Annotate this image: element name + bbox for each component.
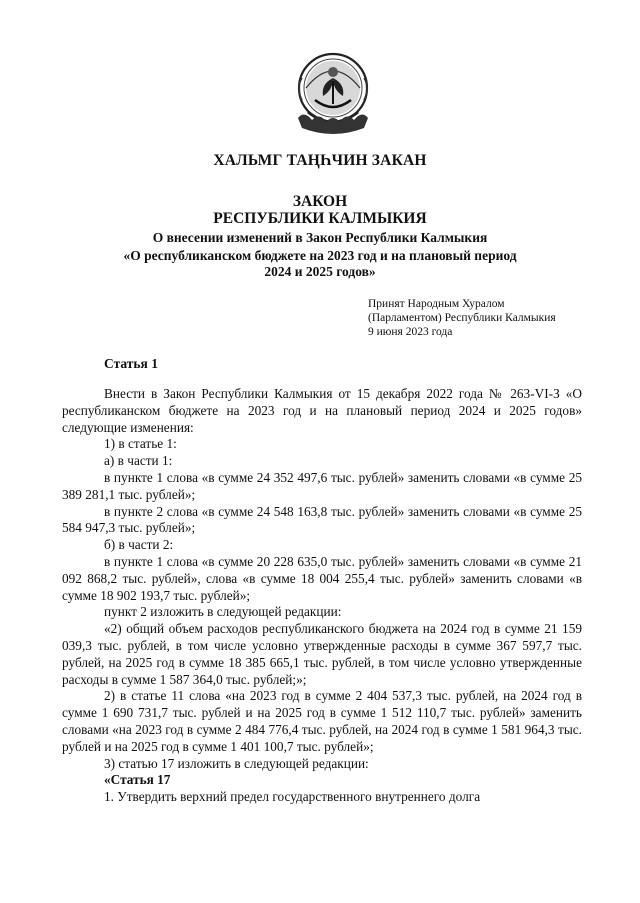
paragraph: 2) в статье 11 слова «на 2023 год в сумме 2 404 537,3 тыс. рублей, на 2024 год в сумме 1 690 731,7 тыс. рублей и на 2025 год в сумме 1 512 110,7 тыс. рублей» заменить словами «на 2023 год в сумме 2 484 776,4 тыс. рублей, на 2024 год в сумме 1 581 964,3 тыс. рублей и на 2025 год в сумме 1 401 100,7 тыс. рублей»; xyxy=(62,688,582,754)
law-heading: ЗАКОН xyxy=(292,193,348,210)
adoption-line-3: 9 июня 2023 года xyxy=(368,326,453,338)
law-subject-line-1: О внесении изменений в Закон Республики Калмыкия xyxy=(152,230,488,245)
law-subject-line-2: «О республиканском бюджете на 2023 год и на плановый период xyxy=(123,248,517,263)
paragraph: 3) статью 17 изложить в следующей редакции: xyxy=(104,755,369,771)
paragraph: 1. Утвердить верхний предел государственного внутреннего долга xyxy=(104,789,481,805)
paragraph: в пункте 2 слова «в сумме 24 548 163,8 тыс. рублей» заменить словами «в сумме 25 584 947,3 тыс. рублей»; xyxy=(62,503,582,536)
paragraph: а) в части 1: xyxy=(104,453,173,469)
adoption-line-2: (Парламентом) Республики Калмыкия xyxy=(368,312,556,324)
republic-heading: РЕСПУБЛИКИ КАЛМЫКИЯ xyxy=(213,210,427,227)
paragraph: Внести в Закон Республики Калмыкия от 15 декабря 2022 года № 263-VI-З «О республиканском бюджете на 2023 год и на плановый период 2024 и 2025 годов» следующие изменения: xyxy=(62,386,582,435)
emblem-of-kalmykia-icon xyxy=(290,48,376,140)
paragraph: пункт 2 изложить в следующей редакции: xyxy=(104,604,342,620)
law-subject-line-3: 2024 и 2025 годов» xyxy=(264,264,376,279)
paragraph: в пункте 1 слова «в сумме 20 228 635,0 тыс. рублей» заменить словами «в сумме 21 092 868,2 тыс. рублей», слова «в сумме 18 004 255,4 тыс. рублей» заменить словами «в сумме 18 902 193,7 тыс. рублей»; xyxy=(62,553,582,603)
paragraph: б) в части 2: xyxy=(104,537,174,553)
quoted-article-title: «Статья 17 xyxy=(104,772,171,788)
paragraph: в пункте 1 слова «в сумме 24 352 497,6 тыс. рублей» заменить словами «в сумме 25 389 281,1 тыс. рублей»; xyxy=(62,469,582,502)
kalmyk-law-title: ХАЛЬМГ ТАҢҺЧИН ЗАКАН xyxy=(213,152,427,169)
adoption-line-1: Принят Народным Хуралом xyxy=(368,298,505,310)
article-body xyxy=(62,386,582,806)
paragraph: 1) в статье 1: xyxy=(104,436,177,452)
article-title: Статья 1 xyxy=(104,356,158,371)
paragraph: «2) общий объем расходов республиканского бюджета на 2024 год в сумме 21 159 039,3 тыс. рублей, в том числе условно утвержденные расходы в сумме 367 597,7 тыс. рублей, на 2025 год в сумме 18 385 665,1 тыс. рублей, в том числе условно утвержденные расходы в сумме 1 587 364,0 тыс. рублей;»; xyxy=(62,621,582,687)
adoption-note xyxy=(368,297,556,339)
